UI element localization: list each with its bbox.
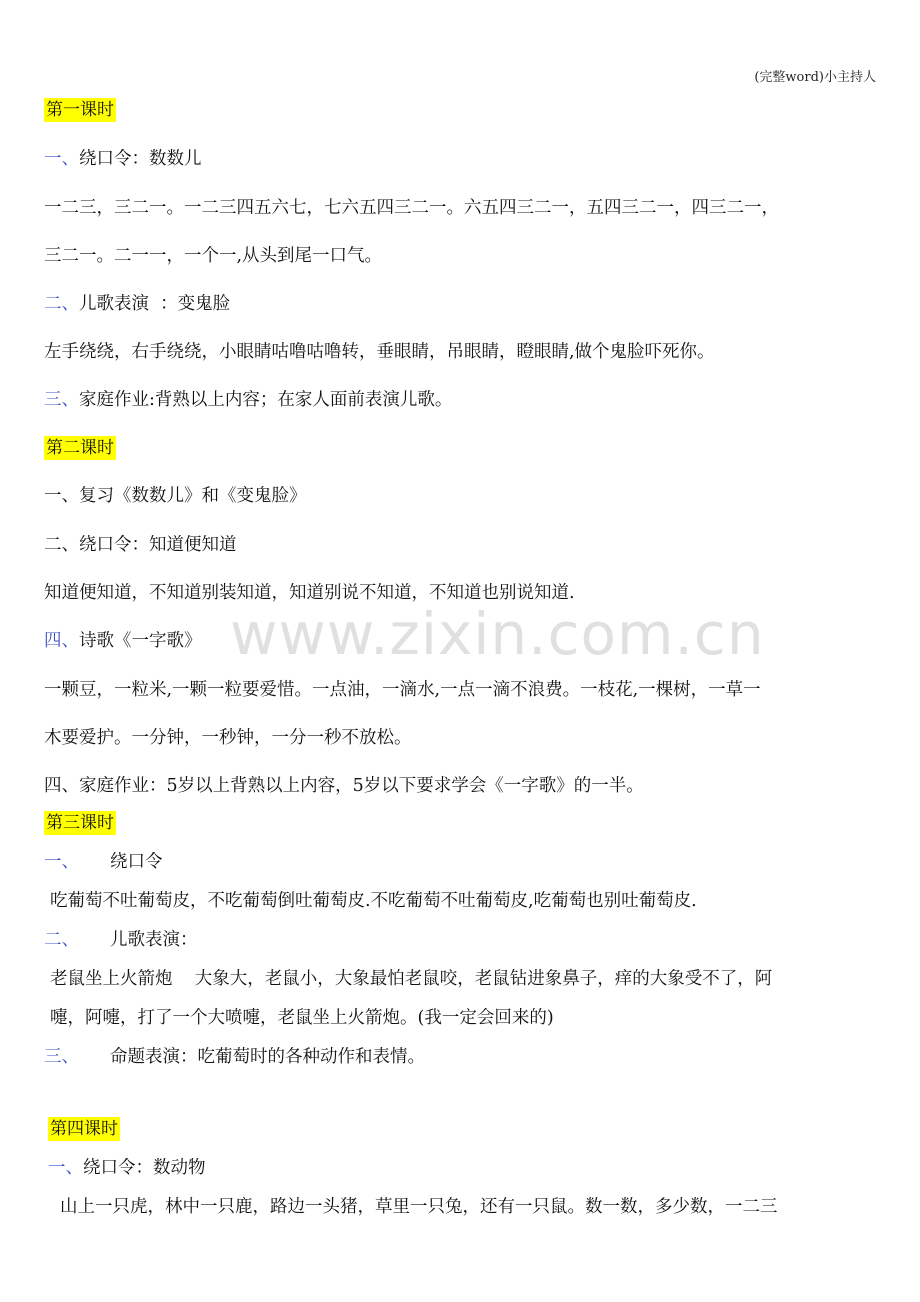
lesson1-paragraph2: 三二一。二一一，一个一,从头到尾一口气。 <box>44 246 383 266</box>
lesson4-title-line <box>48 1117 880 1141</box>
lesson3-section3-text: 命题表演：吃葡萄时的各种动作和表情。 <box>110 1047 425 1067</box>
lesson2-title: 第二课时 <box>46 438 114 458</box>
watermark: www.zixin.com.cn <box>230 600 765 668</box>
lesson2-paragraph4: 四、家庭作业：5岁以上背熟以上内容，5岁以下要求学会《一字歌》的一半。 <box>44 776 644 796</box>
lesson1-title-line <box>44 98 880 122</box>
lesson3-section1-text: 绕口令 <box>110 852 163 872</box>
lesson2-section3-text: 诗歌《一字歌》 <box>79 631 202 651</box>
lesson3-section3-number: 三、 <box>44 1047 79 1067</box>
lesson2-paragraph3: 木要爱护。一分钟，一秒钟，一分一秒不放松。 <box>44 728 412 748</box>
lesson1-section1 <box>44 147 880 171</box>
lesson2-paragraph1: 知道便知道，不知道别装知道，知道别说不知道，不知道也别说知道. <box>44 583 575 603</box>
lesson4-section1-number: 一、 <box>48 1158 83 1178</box>
lesson1-section3-number: 三、 <box>44 390 79 410</box>
lesson1-title: 第一课时 <box>46 100 114 120</box>
lesson2-section3 <box>44 629 880 653</box>
lesson2-section1: 一、复习《数数儿》和《变鬼脸》 <box>44 486 307 506</box>
lesson1-section3-text: 家庭作业:背熟以上内容；在家人面前表演儿歌。 <box>79 390 453 410</box>
lesson3-section2-text: 儿歌表演： <box>110 930 198 950</box>
lesson1-section3 <box>44 388 880 412</box>
lesson3-paragraph2: 老鼠坐上火箭炮 大象大，老鼠小，大象最怕老鼠咬，老鼠钻进象鼻子，痒的大象受不了，阿 <box>50 969 773 989</box>
lesson3-section1-number: 一、 <box>44 852 79 872</box>
lesson3-section3 <box>44 1045 880 1069</box>
lesson3-title: 第三课时 <box>46 813 114 833</box>
lesson1-section1-number: 一、 <box>44 149 79 169</box>
lesson4-paragraph1: 山上一只虎，林中一只鹿，路边一头猪，草里一只兔，还有一只鼠。数一数，多少数，一二三 <box>60 1197 778 1217</box>
lesson1-paragraph3: 左手绕绕，右手绕绕，小眼睛咕噜咕噜转，垂眼睛，吊眼睛，瞪眼睛,做个鬼脸吓死你。 <box>44 342 715 362</box>
lesson3-section2-number: 二、 <box>44 930 79 950</box>
lesson1-section1-text: 绕口令：数数儿 <box>79 149 202 169</box>
lesson1-paragraph1: 一二三，三二一。一二三四五六七，七六五四三二一。六五四三二一，五四三二一，四三二一， <box>44 198 779 218</box>
lesson2-section3-number: 四、 <box>44 631 79 651</box>
lesson4-title: 第四课时 <box>50 1119 118 1139</box>
lesson1-section2-text: 儿歌表演 ：变鬼脸 <box>79 294 231 314</box>
lesson3-section2 <box>44 928 880 952</box>
lesson3-title-line <box>44 811 880 835</box>
lesson2-title-line <box>44 436 880 460</box>
lesson2-paragraph2: 一颗豆，一粒米,一颗一粒要爱惜。一点油，一滴水,一点一滴不浪费。一枝花,一棵树，一草一 <box>44 680 761 700</box>
lesson3-paragraph1: 吃葡萄不吐葡萄皮，不吃葡萄倒吐葡萄皮.不吃葡萄不吐葡萄皮,吃葡萄也别吐葡萄皮. <box>50 891 697 911</box>
lesson1-section2-number: 二、 <box>44 294 79 314</box>
lesson4-section1 <box>48 1156 880 1180</box>
page-header: (完整word)小主持人 <box>754 70 876 85</box>
lesson3-paragraph3: 嚏，阿嚏，打了一个大喷嚏，老鼠坐上火箭炮。(我一定会回来的) <box>50 1008 554 1028</box>
lesson3-section1 <box>44 850 880 874</box>
lesson4-section1-text: 绕口令：数动物 <box>83 1158 206 1178</box>
lesson1-section2 <box>44 292 880 316</box>
lesson2-section2: 二、绕口令：知道便知道 <box>44 535 237 555</box>
